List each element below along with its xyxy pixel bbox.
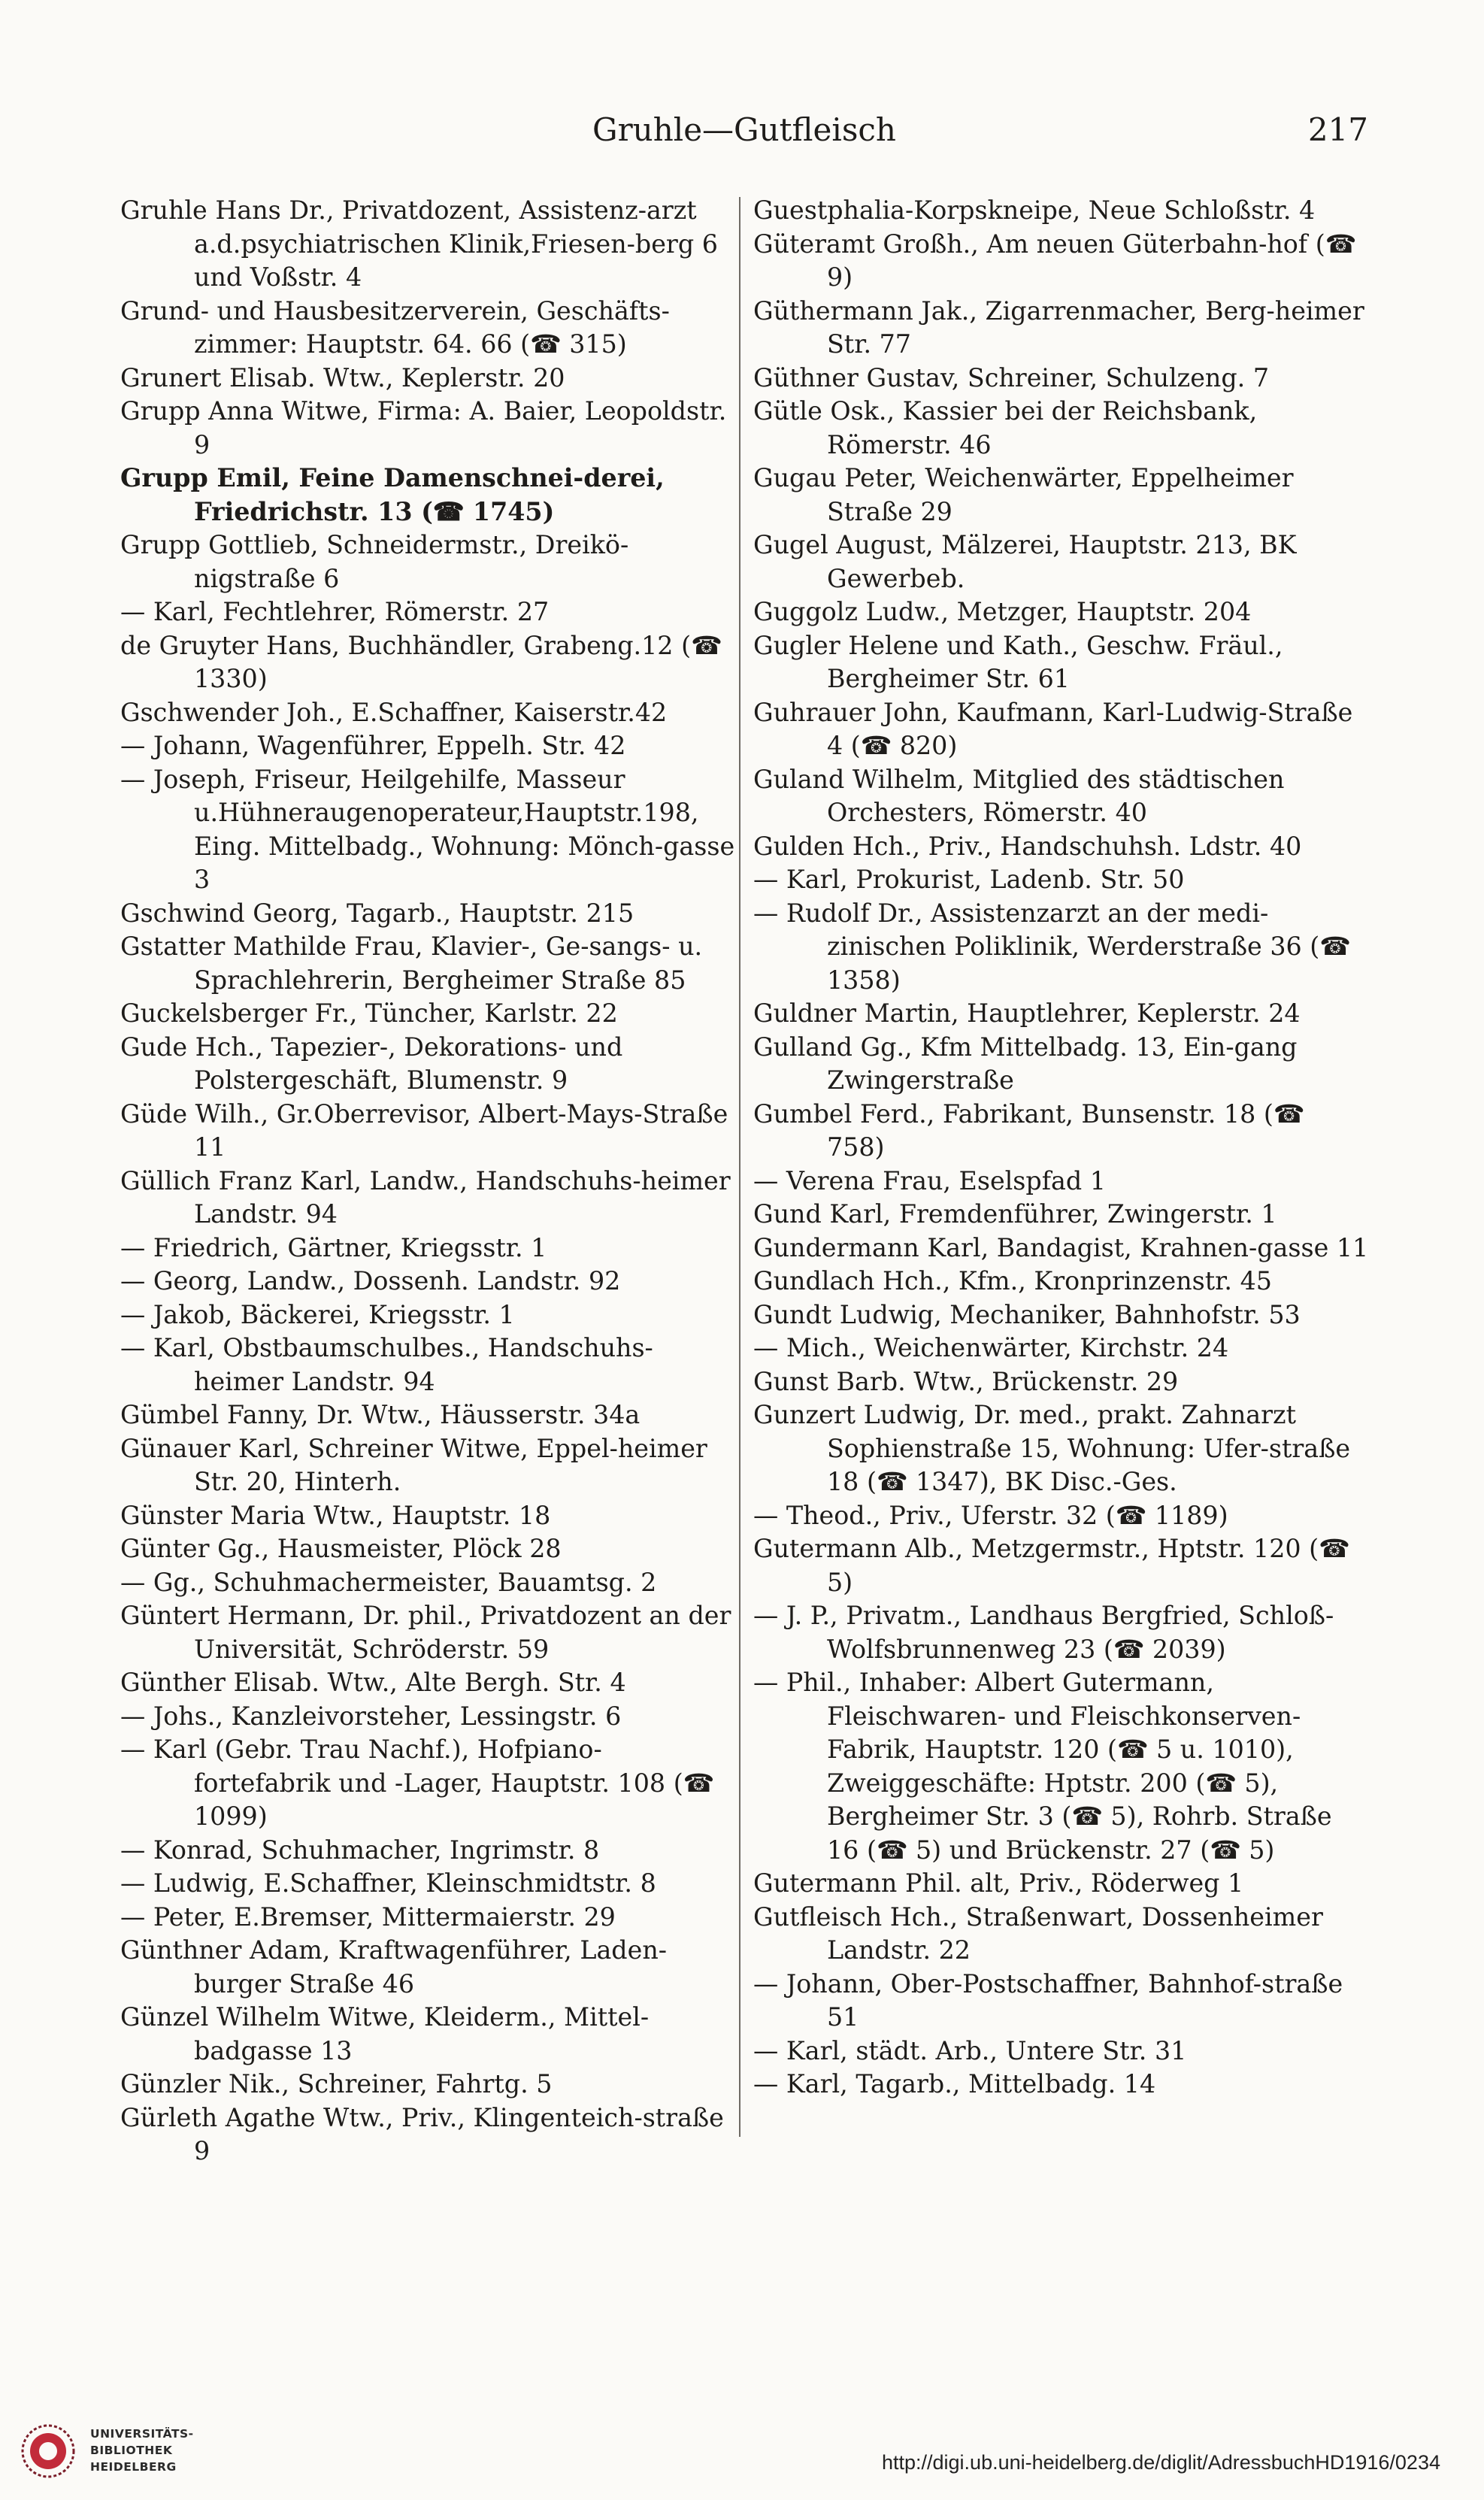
directory-entry: Gschwender Joh., E.Schaffner, Kaiserstr.42	[120, 697, 668, 727]
directory-entry: Gulland Gg., Kfm Mittelbadg. 13, Ein-gang Zwingerstraße	[753, 1032, 1298, 1095]
directory-entry: Güthner Gustav, Schreiner, Schulzeng. 7	[753, 362, 1270, 392]
directory-entry: — Gg., Schuhmachermeister, Bauamtsg. 2	[120, 1567, 657, 1597]
directory-entry: Günzler Nik., Schreiner, Fahrtg. 5	[120, 2069, 553, 2098]
logo-line-3: HEIDELBERG	[90, 2460, 177, 2474]
directory-entry: Gugler Helene und Kath., Geschw. Fräul., Bergheimer Str. 61	[753, 630, 1283, 693]
directory-entry: Günther Elisab. Wtw., Alte Bergh. Str. 4	[120, 1668, 626, 1697]
page-footer	[0, 2414, 1484, 2500]
directory-entry: Guland Wilhelm, Mitglied des städtischen Orchesters, Römerstr. 40	[753, 764, 1285, 827]
left-column	[120, 194, 737, 2168]
directory-entry: — Phil., Inhaber: Albert Gutermann, Fleischwaren- und Fleischkonserven-Fabrik, Hauptstr. 120 (☎ 5 u. 1010), Zweiggeschäfte: Hptstr. 200 (☎ 5), Bergheimer Str. 3 (☎ 5), Rohrb. Straße 16 (☎ 5) und Brückenstr. 27 (☎ 5)	[753, 1668, 1332, 1865]
directory-entry: Gümbel Fanny, Dr. Wtw., Häusserstr. 34a	[120, 1400, 641, 1429]
directory-entry: Gugel August, Mälzerei, Hauptstr. 213, BK Gewerbeb.	[753, 530, 1297, 593]
directory-entry: Gstatter Mathilde Frau, Klavier-, Ge-sangs- u. Sprachlehrerin, Bergheimer Straße 85	[120, 932, 703, 995]
directory-entry: — Johs., Kanzleivorsteher, Lessingstr. 6	[120, 1701, 622, 1731]
directory-entry: Gunzert Ludwig, Dr. med., prakt. Zahnarzt Sophienstraße 15, Wohnung: Ufer-straße 18 (☎ 1347), BK Disc.-Ges.	[753, 1400, 1351, 1496]
directory-entry: Guckelsberger Fr., Tüncher, Karlstr. 22	[120, 998, 618, 1028]
directory-entry: — Joseph, Friseur, Heilgehilfe, Masseur u.Hühneraugenoperateur,Hauptstr.198, Eing. Mittelbadg., Wohnung: Mönch-gasse 3	[120, 764, 735, 894]
directory-entry: — Jakob, Bäckerei, Kriegsstr. 1	[120, 1299, 515, 1329]
directory-entry: — Ludwig, E.Schaffner, Kleinschmidtstr. 8	[120, 1868, 656, 1898]
directory-entry: — Theod., Priv., Uferstr. 32 (☎ 1189)	[753, 1500, 1228, 1530]
directory-entry: Grunert Elisab. Wtw., Keplerstr. 20	[120, 362, 565, 392]
directory-entry: de Gruyter Hans, Buchhändler, Grabeng.12 (☎ 1330)	[120, 630, 722, 693]
directory-entry: — Karl, Obstbaumschulbes., Handschuhs-heimer Landstr. 94	[120, 1333, 653, 1396]
directory-entry: Grupp Gottlieb, Schneidermstr., Dreikö-nigstraße 6	[120, 530, 629, 593]
directory-entry: Gschwind Georg, Tagarb., Hauptstr. 215	[120, 898, 634, 928]
directory-entry: — Karl, Prokurist, Ladenb. Str. 50	[753, 865, 1185, 894]
page-header	[120, 104, 1368, 156]
right-column	[753, 194, 1370, 2102]
library-seal-icon	[21, 2424, 75, 2478]
directory-entry: Guldner Martin, Hauptlehrer, Keplerstr. 24	[753, 998, 1301, 1028]
running-title: Gruhle—Gutfleisch	[592, 111, 896, 148]
directory-entry: Gulden Hch., Priv., Handschuhsh. Ldstr. 40	[753, 831, 1302, 861]
directory-entry: — Karl, Fechtlehrer, Römerstr. 27	[120, 597, 550, 626]
logo-line-2: BIBLIOTHEK	[90, 2444, 173, 2457]
directory-entry: Gund Karl, Fremdenführer, Zwingerstr. 1	[753, 1199, 1277, 1229]
directory-entry: Gruhle Hans Dr., Privatdozent, Assistenz-arzt a.d.psychiatrischen Klinik,Friesen-berg 6 und Voßstr. 4	[120, 195, 718, 292]
directory-entry: Gundlach Hch., Kfm., Kronprinzenstr. 45	[753, 1266, 1272, 1295]
directory-entry: — Mich., Weichenwärter, Kirchstr. 24	[753, 1333, 1229, 1362]
directory-entry: — Georg, Landw., Dossenh. Landstr. 92	[120, 1266, 621, 1295]
directory-entry: Gutermann Phil. alt, Priv., Röderweg 1	[753, 1868, 1244, 1898]
directory-entry: — Karl, Tagarb., Mittelbadg. 14	[753, 2069, 1156, 2098]
directory-entry: — Verena Frau, Eselspfad 1	[753, 1165, 1106, 1195]
directory-entry: — Johann, Wagenführer, Eppelh. Str. 42	[120, 731, 626, 760]
directory-entry: Güteramt Großh., Am neuen Güterbahn-hof (☎ 9)	[753, 229, 1357, 292]
directory-entry: Gude Hch., Tapezier-, Dekorations- und Polstergeschäft, Blumenstr. 9	[120, 1032, 623, 1095]
directory-entry: — Johann, Ober-Postschaffner, Bahnhof-straße 51	[753, 1968, 1343, 2032]
directory-entry: — Rudolf Dr., Assistenzarzt an der medi-zinischen Poliklinik, Werderstraße 36 (☎ 1358)	[753, 898, 1351, 995]
directory-entry: — Friedrich, Gärtner, Kriegsstr. 1	[120, 1232, 547, 1262]
column-divider	[739, 197, 740, 2137]
directory-entry: Güntert Hermann, Dr. phil., Privatdozent an der Universität, Schröderstr. 59	[120, 1601, 731, 1664]
directory-entry: Günter Gg., Hausmeister, Plöck 28	[120, 1534, 562, 1563]
directory-entry: Gundermann Karl, Bandagist, Krahnen-gasse 11	[753, 1232, 1369, 1262]
directory-entry: Güllich Franz Karl, Landw., Handschuhs-heimer Landstr. 94	[120, 1165, 731, 1229]
directory-entry: — Karl, städt. Arb., Untere Str. 31	[753, 2035, 1187, 2065]
directory-entry: Guhrauer John, Kaufmann, Karl-Ludwig-Straße 4 (☎ 820)	[753, 697, 1353, 760]
directory-entry: Grupp Anna Witwe, Firma: A. Baier, Leopoldstr. 9	[120, 396, 727, 459]
directory-entry: Gunst Barb. Wtw., Brückenstr. 29	[753, 1366, 1179, 1396]
directory-entry: Gugau Peter, Weichenwärter, Eppelheimer Straße 29	[753, 463, 1294, 526]
directory-entry: — Karl (Gebr. Trau Nachf.), Hofpiano-fortefabrik und -Lager, Hauptstr. 108 (☎ 1099)	[120, 1735, 715, 1831]
directory-entry: Gutfleisch Hch., Straßenwart, Dossenheimer Landstr. 22	[753, 1902, 1323, 1965]
directory-entry: Güthermann Jak., Zigarrenmacher, Berg-heimer Str. 77	[753, 295, 1364, 359]
directory-entry: Gürleth Agathe Wtw., Priv., Klingenteich-straße 9	[120, 2102, 724, 2165]
directory-entry: Grund- und Hausbesitzerverein, Geschäfts-zimmer: Hauptstr. 64. 66 (☎ 315)	[120, 295, 670, 359]
directory-entry: Gumbel Ferd., Fabrikant, Bunsenstr. 18 (☎ 758)	[753, 1098, 1305, 1162]
directory-entry: Guestphalia-Korpskneipe, Neue Schloßstr. 4	[753, 195, 1316, 225]
directory-entry: Gundt Ludwig, Mechaniker, Bahnhofstr. 53	[753, 1299, 1301, 1329]
directory-entry: Guggolz Ludw., Metzger, Hauptstr. 204	[753, 597, 1252, 626]
directory-entry: Günzel Wilhelm Witwe, Kleiderm., Mittel-badgasse 13	[120, 2002, 650, 2065]
directory-entry: — J. P., Privatm., Landhaus Bergfried, Schloß-Wolfsbrunnenweg 23 (☎ 2039)	[753, 1601, 1334, 1664]
directory-entry: Güde Wilh., Gr.Oberrevisor, Albert-Mays-Straße 11	[120, 1098, 728, 1162]
library-logo[interactable]	[21, 2420, 201, 2487]
directory-entry: — Peter, E.Bremser, Mittermaierstr. 29	[120, 1902, 616, 1932]
page-number: 217	[1307, 111, 1368, 148]
logo-line-1: UNIVERSITÄTS-	[90, 2427, 194, 2441]
directory-entry: Günthner Adam, Kraftwagenführer, Laden-burger Straße 46	[120, 1935, 668, 1998]
directory-entry: Günauer Karl, Schreiner Witwe, Eppel-heimer Str. 20, Hinterh.	[120, 1433, 707, 1496]
directory-entry: Günster Maria Wtw., Hauptstr. 18	[120, 1500, 551, 1530]
directory-entry: — Konrad, Schuhmacher, Ingrimstr. 8	[120, 1835, 600, 1865]
directory-entry: Grupp Emil, Feine Damenschnei-derei, Friedrichstr. 13 (☎ 1745)	[120, 463, 665, 526]
directory-entry: Gütle Osk., Kassier bei der Reichsbank, Römerstr. 46	[753, 396, 1258, 459]
directory-entry: Gutermann Alb., Metzgermstr., Hptstr. 120 (☎ 5)	[753, 1534, 1350, 1597]
source-url[interactable]: http://digi.ub.uni-heidelberg.de/diglit/AdressbuchHD1916/0234	[881, 2451, 1440, 2474]
